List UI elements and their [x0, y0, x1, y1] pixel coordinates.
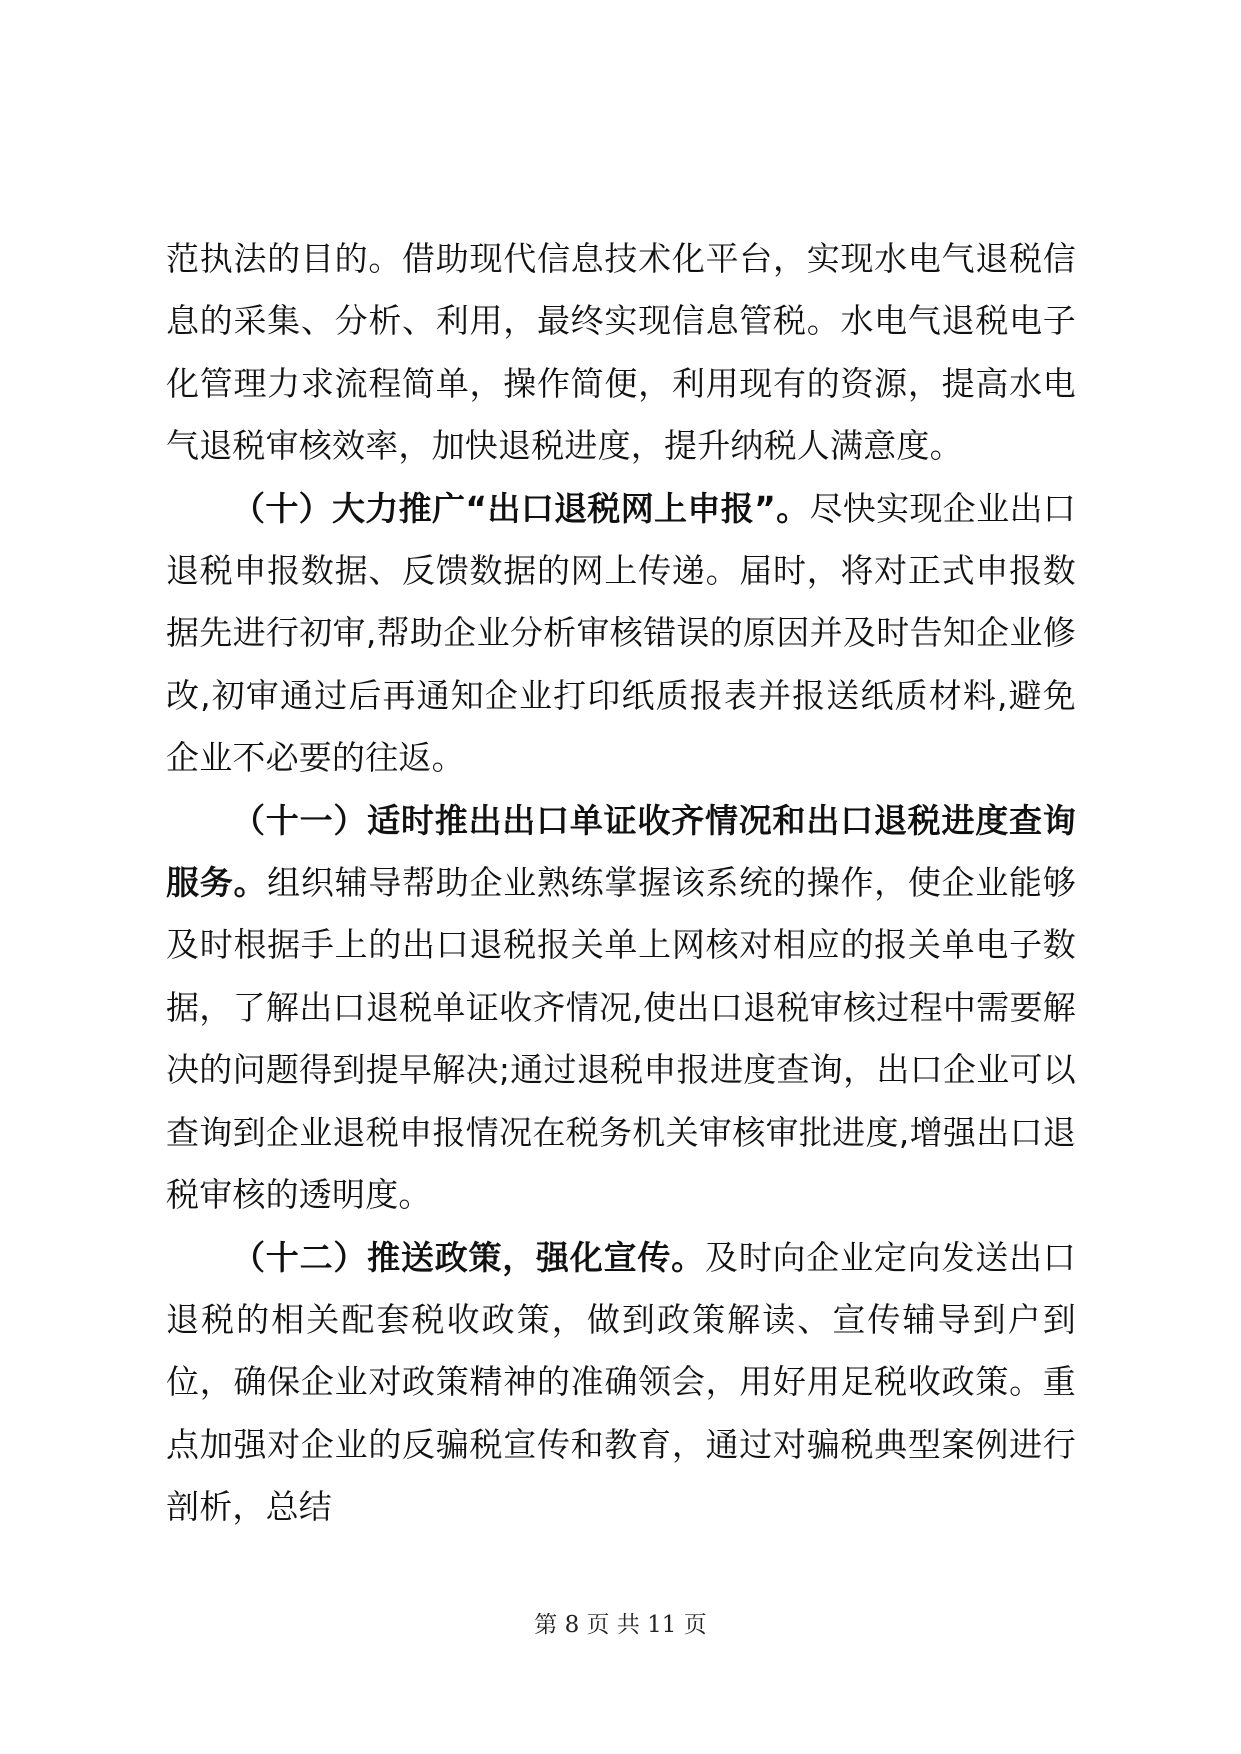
- paragraph-section-12: [166, 1227, 1076, 1539]
- paragraph-section-10: [166, 478, 1076, 790]
- paragraph-text: 范执法的目的。借助现代信息技术化平台，实现水电气退税信息的采集、分析、利用，最终实现信息管税。水电气退税电子化管理力求流程简单，操作简便，利用现有的资源，提高水电气退税审核效率，加快退税进度，提升纳税人满意度。: [166, 239, 1076, 466]
- paragraph-text: 组织辅导帮助企业熟练掌握该系统的操作，使企业能够及时根据手上的出口退税报关单上网核对相应的报关单电子数据，了解出口退税单证收齐情况,使出口退税审核过程中需要解决的问题得到提早解决;通过退税申报进度查询，出口企业可以查询到企业退税申报情况在税务机关审核审批进度,增强出口退税审核的透明度。: [166, 863, 1076, 1215]
- paragraph-heading: （十二）推送政策，强化宣传。: [232, 1237, 705, 1277]
- paragraph-section-11: [166, 790, 1076, 1227]
- paragraph-heading: （十）大力推广“出口退税网上申报”。: [232, 488, 810, 528]
- paragraph-text: 及时向企业定向发送出口退税的相关配套税收政策，做到政策解读、宣传辅导到户到位，确保企业对政策精神的准确领会，用好用足税收政策。重点加强对企业的反骗税宣传和教育，通过对骗税典型案例进行剖析，总结: [166, 1237, 1076, 1527]
- paragraph-text: 尽快实现企业出口退税申报数据、反馈数据的网上传递。届时，将对正式申报数据先进行初审,帮助企业分析审核错误的原因并及时告知企业修改,初审通过后再通知企业打印纸质报表并报送纸质材料,避免企业不必要的往返。: [166, 488, 1076, 778]
- paragraph-heading: （十一）适时推出出口单证收齐情况和出口退税进度查询服务。: [166, 800, 1076, 903]
- paragraph-continuation: [166, 228, 1076, 478]
- page-number-footer: 第 8 页 共 11 页: [534, 1612, 707, 1638]
- document-body: [166, 228, 1076, 1539]
